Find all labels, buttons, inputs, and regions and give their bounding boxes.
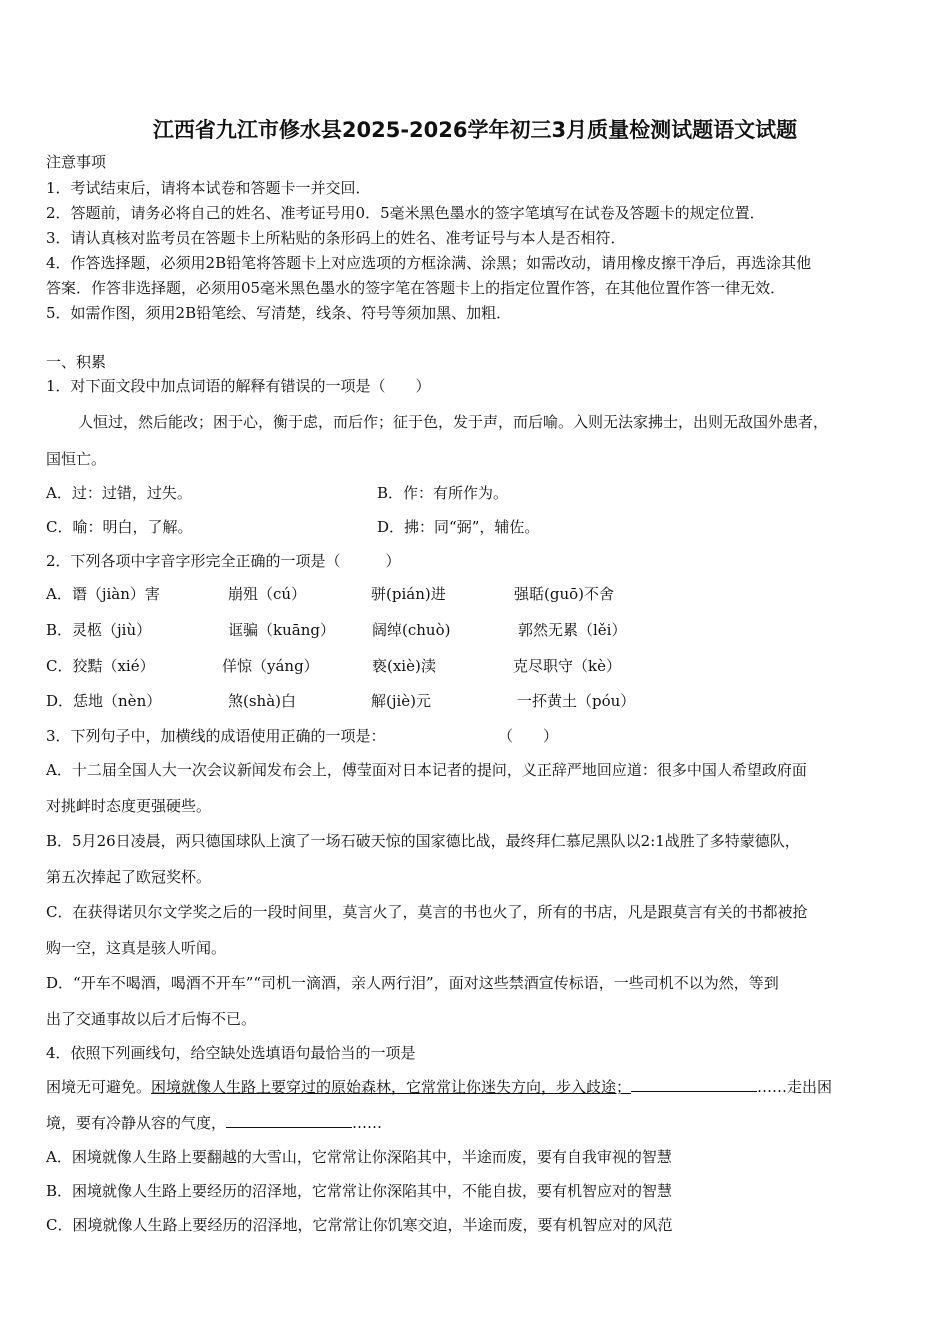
notice-heading: 注意事项 [46,153,107,171]
q2-c-1: C．狡黠（xié） [46,657,155,675]
page-title: 江西省九江市修水县2025-2026学年初三3月质量检测试题语文试题 [152,118,798,142]
q2-d-3: 解(jiè)元 [371,692,432,710]
notice-item: 答案．作答非选择题，必须用05毫米黑色墨水的签字笔在答题卡上的指定位置作答，在其他位置作答一律无效． [46,279,786,297]
q4-prompt-text-2: 境，要有冷静从容的气度， [46,1114,227,1132]
q4-prompt-text: 困境无可避免。 [46,1078,152,1096]
notice-item: 2．答题前，请务必将自己的姓名、准考证号用0．5毫米黑色墨水的签字笔填写在试卷及答题卡的规定位置． [46,204,765,222]
q2-d-1: D．恁地（nèn） [46,692,162,710]
q2-a-2: 崩殂（cú） [228,585,307,603]
q4-prompt-tail: ……走出困 [757,1078,833,1096]
notice-item: 3．请认真核对监考员在答题卡上所粘贴的条形码上的姓名、准考证号与本人是否相符． [46,229,626,247]
q3-stem: 3．下列句子中，加横线的成语使用正确的一项是： [46,727,386,745]
q3-option-a-cont: 对挑衅时态度更强硬些。 [46,797,212,815]
q3-option-a: A．十二届全国人大一次会议新闻发布会上，傅莹面对日本记者的提问，义正辞严地回应道：很多中国人希望政府面 [46,761,807,779]
q3-option-b-cont: 第五次捧起了欧冠奖杯。 [46,868,212,886]
q4-prompt-line-2 [46,1113,382,1133]
q1-option-d: D．拂：同“弼”，辅佐。 [377,518,540,536]
q4-underlined-sentence: 困境就像人生路上要穿过的原始森林，它常常让你迷失方向，步入歧途； [151,1078,632,1096]
q4-prompt-line [46,1077,832,1097]
q2-b-2: 诓骗（kuāng） [228,621,335,639]
notice-item: 1．考试结束后，请将本试卷和答题卡一并交回． [46,179,371,197]
q1-passage-cont: 国恒亡。 [46,450,107,468]
q1-option-a: A．过：过错，过失。 [46,484,192,502]
q2-d-4: 一抔黄土（póu） [517,692,636,710]
q4-stem: 4．依照下列画线句，给空缺处选填语句最恰当的一项是 [46,1044,416,1062]
q2-d-2: 煞(shà)白 [228,692,297,710]
notice-item: 4．作答选择题，必须用2B铅笔将答题卡上对应选项的方框涂满、涂黑；如需改动，请用橡皮擦干净后，再选涂其他 [46,254,812,272]
q1-stem: 1．对下面文段中加点词语的解释有错误的一项是（ ） [46,377,431,395]
q3-option-d-cont: 出了交通事故以后才后悔不已。 [46,1010,257,1028]
q3-option-c-cont: 购一空，这真是骇人听闻。 [46,939,227,957]
q4-option-a: A．困境就像人生路上要翻越的大雪山，它常常让你深陷其中，半途而废，要有自我审视的智慧 [46,1148,672,1166]
section-heading: 一、积累 [46,353,107,371]
q2-stem: 2．下列各项中字音字形完全正确的一项是（ ） [46,552,401,570]
q3-option-c: C．在获得诺贝尔文学奖之后的一段时间里，莫言火了，莫言的书也火了，所有的书店，凡是跟莫言有关的书都被抢 [46,903,808,921]
q4-blank-1 [631,1077,757,1092]
q1-option-c: C．喻：明白，了解。 [46,518,193,536]
q4-blank-2 [226,1113,352,1128]
q2-c-2: 佯惊（yáng） [222,657,319,675]
q3-answer-paren: （ ） [498,727,559,745]
q3-option-b: B．5月26日凌晨，两只德国球队上演了一场石破天惊的国家德比战，最终拜仁慕尼黑队以2:1战胜了多特蒙德队， [46,832,800,850]
q2-c-3: 亵(xiè)渎 [372,657,436,675]
q2-b-4: 郭然无累（lěi） [518,621,627,639]
q4-prompt-tail-2: …… [352,1114,383,1132]
q2-b-1: B．灵柩（jiù） [46,621,152,639]
q1-passage: 人恒过，然后能改；困于心，衡于虑，而后作；征于色，发于声，而后喻。入则无法家拂士，出则无敌国外患者， [78,413,829,431]
q2-c-4: 克尽职守（kè） [513,657,621,675]
q3-option-d: D．“开车不喝酒，喝酒不开车”“司机一滴酒，亲人两行泪”，面对这些禁酒宣传标语，一些司机不以为然，等到 [46,974,779,992]
q4-option-b: B．困境就像人生路上要经历的沼泽地，它常常让你深陷其中，不能自拔，要有机智应对的智慧 [46,1182,673,1200]
q2-a-3: 骈(pián)进 [371,585,446,603]
notice-item: 5．如需作图，须用2B铅笔绘、写清楚，线条、符号等须加黑、加粗． [46,304,512,322]
q2-b-3: 阔绰(chuò) [372,621,451,639]
q1-option-b: B．作：有所作为。 [377,484,509,502]
q2-a-1: A．谮（jiàn）害 [46,585,160,603]
q2-a-4: 强聒(guō)不舍 [514,585,614,603]
q4-option-c: C．困境就像人生路上要经历的沼泽地，它常常让你饥寒交迫，半途而废，要有机智应对的风范 [46,1216,673,1234]
